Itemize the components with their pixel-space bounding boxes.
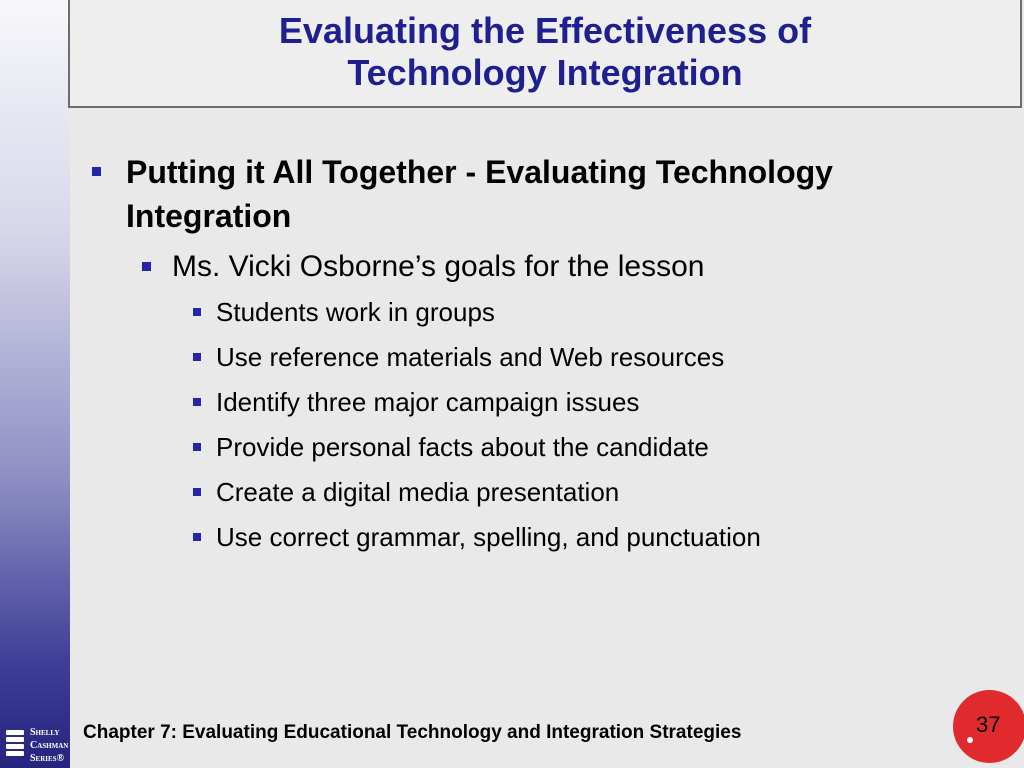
slide-title <box>70 10 1020 94</box>
bullet-level-2 <box>84 248 994 286</box>
books-icon <box>6 730 26 762</box>
title-box <box>68 0 1022 108</box>
slide-content <box>84 150 994 556</box>
dot-icon <box>967 737 973 743</box>
chapter-footer: Chapter 7: Evaluating Educational Technology and Integration Strategies <box>83 722 742 743</box>
logo-line-2: Cashman <box>30 740 69 751</box>
goal-list-item <box>84 383 994 421</box>
square-bullet-icon <box>142 262 151 271</box>
square-bullet-icon <box>92 167 101 176</box>
goal-list-item <box>84 518 994 556</box>
left-decorative-bar <box>0 0 70 768</box>
goal-list-item <box>84 428 994 466</box>
square-bullet-icon <box>193 443 201 451</box>
goal-text: Identify three major campaign issues <box>216 387 640 417</box>
logo-text <box>30 726 68 765</box>
bullet-heading-text: Putting it All Together - Evaluating Technology Integration <box>126 154 833 234</box>
slide-title-line-2: Technology Integration <box>347 52 743 93</box>
square-bullet-icon <box>193 488 201 496</box>
square-bullet-icon <box>193 398 201 406</box>
goal-text: Create a digital media presentation <box>216 477 620 507</box>
logo-line-3: Series® <box>30 753 65 764</box>
square-bullet-icon <box>193 308 201 316</box>
bullet-subheading-text: Ms. Vicki Osborne’s goals for the lesson <box>172 250 705 283</box>
page-number: 37 <box>976 712 1001 737</box>
logo-line-1: Shelly <box>30 727 60 738</box>
square-bullet-icon <box>193 353 201 361</box>
goal-text: Use reference materials and Web resources <box>216 342 725 372</box>
publisher-logo <box>2 724 70 768</box>
bullet-level-1 <box>84 150 994 238</box>
goal-text: Provide personal facts about the candidate <box>216 432 709 462</box>
page-number-badge <box>953 690 1024 763</box>
slide-title-line-1: Evaluating the Effectiveness of <box>278 10 812 51</box>
goal-list-item <box>84 338 994 376</box>
goal-list-item <box>84 473 994 511</box>
goal-text: Students work in groups <box>216 297 495 327</box>
square-bullet-icon <box>193 533 201 541</box>
goal-text: Use correct grammar, spelling, and punctuation <box>216 522 761 552</box>
goal-list-item <box>84 293 994 331</box>
